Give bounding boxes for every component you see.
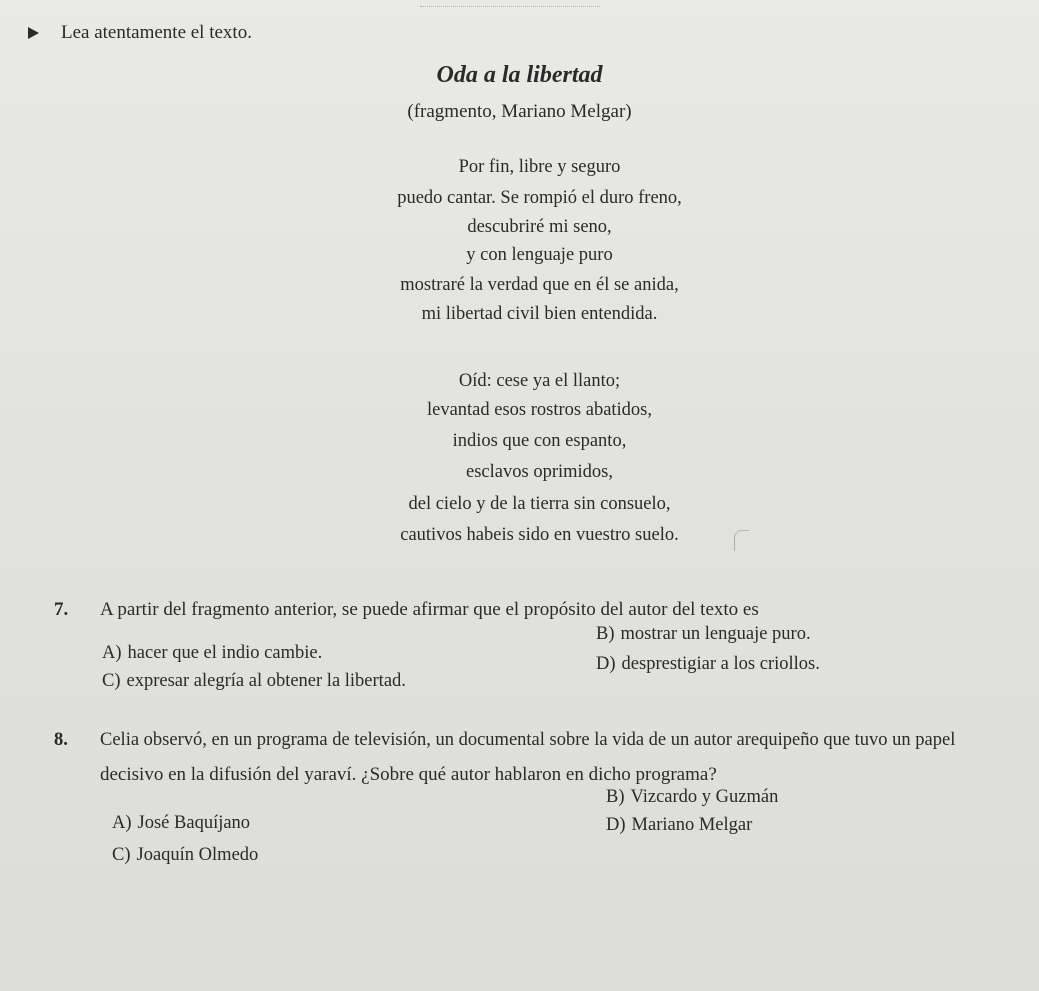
- verse-line: puedo cantar. Se rompió el duro freno,: [397, 188, 682, 208]
- poem-title: Oda a la libertad: [436, 62, 603, 88]
- instruction: [28, 22, 252, 44]
- option-text: Joaquín Olmedo: [136, 845, 259, 865]
- verse-line: Oíd: cese ya el llanto;: [458, 371, 621, 391]
- option-text: Vizcardo y Guzmán: [630, 787, 779, 807]
- verse-line: indios que con espanto,: [452, 431, 627, 451]
- option-d[interactable]: [606, 815, 752, 836]
- verse-line: levantad esos rostros abatidos,: [426, 400, 653, 420]
- question-number: 7.: [54, 599, 69, 620]
- option-letter: A): [112, 813, 132, 833]
- option-a[interactable]: [102, 643, 322, 664]
- option-letter: B): [606, 787, 625, 807]
- verse-line: esclavos oprimidos,: [466, 462, 613, 482]
- option-b[interactable]: [606, 787, 778, 808]
- option-c[interactable]: [102, 671, 406, 692]
- pen-mark: [734, 530, 749, 551]
- verse-line: mi libertad civil bien entendida.: [421, 304, 658, 324]
- poem-subtitle: (fragmento, Mariano Melgar): [407, 101, 632, 122]
- option-letter: D): [596, 654, 616, 674]
- option-c[interactable]: [112, 845, 258, 866]
- verse-line: cautivos habeis sido en vuestro suelo.: [400, 525, 679, 545]
- option-letter: B): [596, 624, 615, 644]
- question-8-stem: [54, 730, 955, 751]
- option-b[interactable]: [596, 624, 811, 645]
- verse-line: descubriré mi seno,: [467, 217, 612, 237]
- question-number: 8.: [54, 730, 68, 750]
- option-letter: D): [606, 815, 626, 835]
- option-d[interactable]: [596, 654, 820, 675]
- verse-line: Por fin, libre y seguro: [458, 157, 621, 177]
- verse-line: del cielo y de la tierra sin consuelo,: [408, 494, 671, 514]
- option-text: José Baquíjano: [137, 813, 251, 833]
- option-letter: A): [102, 643, 122, 663]
- option-letter: C): [112, 845, 131, 865]
- handwritten-scribble: [420, 0, 600, 7]
- option-text: desprestigiar a los criollos.: [621, 654, 820, 674]
- option-letter: C): [102, 671, 121, 691]
- option-text: mostrar un lenguaje puro.: [620, 624, 811, 644]
- verse-line: mostraré la verdad que en él se anida,: [400, 275, 679, 295]
- verse-line: y con lenguaje puro: [466, 245, 613, 265]
- question-7-stem: [54, 599, 759, 621]
- question-8-stem-continued: decisivo en la difusión del yaraví. ¿Sobre qué autor hablaron en dicho programa?: [100, 764, 717, 785]
- option-text: expresar alegría al obtener la libertad.: [126, 671, 406, 691]
- instruction-text: Lea atentamente el texto.: [61, 22, 252, 43]
- option-text: hacer que el indio cambie.: [127, 643, 323, 663]
- option-a[interactable]: [112, 813, 250, 834]
- option-text: Mariano Melgar: [631, 815, 753, 835]
- arrow-bullet-icon: [28, 27, 39, 39]
- question-text: Celia observó, en un programa de televisión, un documental sobre la vida de un autor arequipeño que tuvo un papel: [100, 730, 956, 750]
- question-text: A partir del fragmento anterior, se puede afirmar que el propósito del autor del texto es: [100, 599, 759, 620]
